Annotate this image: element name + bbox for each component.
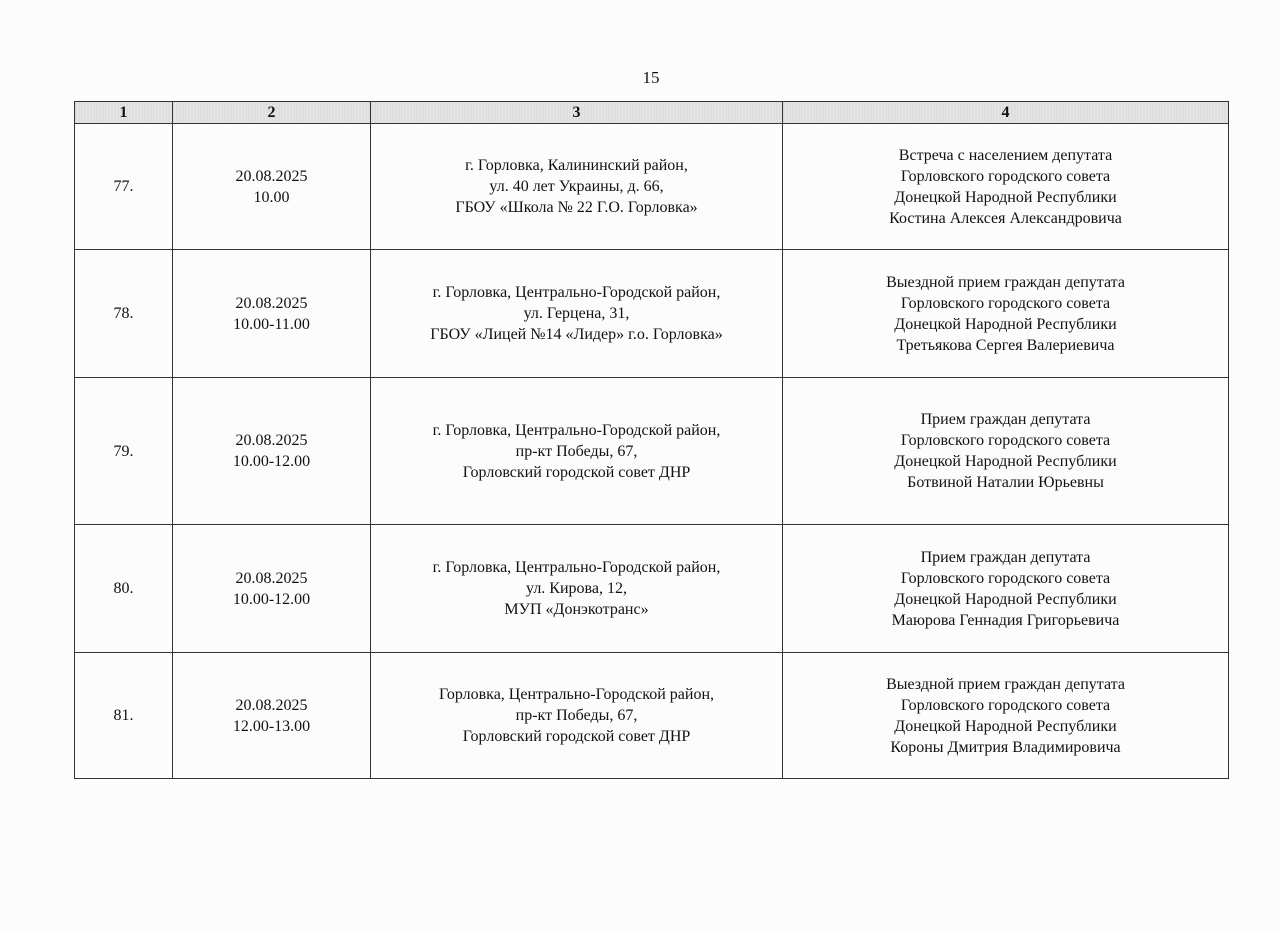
row-number: 77. <box>75 124 173 250</box>
address-cell <box>371 378 783 525</box>
table-row <box>75 124 1229 250</box>
event-line: Костина Алексея Александровича <box>889 209 1122 227</box>
event-line: Встреча с населением депутата <box>898 146 1113 164</box>
date-text: 20.08.2025 <box>235 569 308 587</box>
column-header-4: 4 <box>783 102 1229 124</box>
date-time-cell <box>173 124 371 250</box>
date-text: 20.08.2025 <box>235 294 308 312</box>
table-row <box>75 653 1229 779</box>
address-line: ул. Кирова, 12, <box>526 580 627 597</box>
event-line: Горловского городского совета <box>900 167 1111 185</box>
address-line: г. Горловка, Центрально-Городской район, <box>432 284 721 301</box>
time-text: 12.00-13.00 <box>232 717 311 735</box>
event-line: Донецкой Народной Республики <box>894 590 1117 608</box>
event-line: Горловского городского совета <box>900 696 1111 714</box>
address-cell <box>371 525 783 653</box>
event-line: Третьякова Сергея Валериевича <box>896 336 1115 354</box>
date-time-cell <box>173 250 371 378</box>
event-line: Донецкой Народной Республики <box>894 315 1117 333</box>
address-line: Горловский городской совет ДНР <box>462 463 691 481</box>
address-line: пр-кт Победы, 67, <box>515 442 638 460</box>
row-number: 78. <box>75 250 173 378</box>
page-number: 15 <box>642 68 660 87</box>
table-row <box>75 525 1229 653</box>
address-cell <box>371 653 783 779</box>
address-cell <box>371 124 783 250</box>
row-number: 79. <box>75 378 173 525</box>
event-line: Прием граждан депутата <box>920 411 1091 428</box>
date-time-cell <box>173 525 371 653</box>
address-line: г. Горловка, Калининский район, <box>465 157 688 174</box>
time-text: 10.00-12.00 <box>232 453 311 470</box>
schedule-table <box>74 101 1229 779</box>
event-cell <box>783 378 1229 525</box>
address-line: Горловский городской совет ДНР <box>462 728 691 745</box>
address-line: г. Горловка, Центрально-Городской район, <box>432 559 721 576</box>
event-line: Горловского городского совета <box>900 294 1111 312</box>
event-line: Донецкой Народной Республики <box>894 188 1117 206</box>
address-cell <box>371 250 783 378</box>
date-time-cell <box>173 378 371 525</box>
event-cell <box>783 250 1229 378</box>
date-text: 20.08.2025 <box>235 167 308 185</box>
event-cell <box>783 525 1229 653</box>
event-cell <box>783 124 1229 250</box>
address-line: пр-кт Победы, 67, <box>515 707 638 724</box>
address-line: МУП «Донэкотранс» <box>504 601 649 618</box>
row-number: 80. <box>75 525 173 653</box>
event-line: Донецкой Народной Республики <box>894 453 1117 470</box>
column-header-1: 1 <box>75 102 173 124</box>
address-line: Горловка, Центрально-Городской район, <box>439 686 714 703</box>
event-cell <box>783 653 1229 779</box>
table-header-row <box>75 102 1229 124</box>
date-text: 20.08.2025 <box>235 696 308 714</box>
column-header-3: 3 <box>371 102 783 124</box>
event-line: Ботвиной Наталии Юрьевны <box>907 474 1104 491</box>
time-text: 10.00-11.00 <box>233 315 310 333</box>
event-line: Выездной прием граждан депутата <box>886 675 1125 693</box>
address-line: ГБОУ «Лицей №14 «Лидер» г.о. Горловка» <box>430 326 723 343</box>
event-line: Маюрова Геннадия Григорьевича <box>891 611 1120 629</box>
date-text: 20.08.2025 <box>235 432 308 449</box>
row-number: 81. <box>75 653 173 779</box>
event-line: Горловского городского совета <box>900 569 1111 587</box>
table-row <box>75 250 1229 378</box>
event-line: Горловского городского совета <box>900 432 1111 449</box>
event-line: Прием граждан депутата <box>920 548 1091 566</box>
date-time-cell <box>173 653 371 779</box>
event-line: Донецкой Народной Республики <box>894 717 1117 735</box>
time-text: 10.00 <box>253 188 290 206</box>
address-line: ул. Герцена, 31, <box>523 305 630 322</box>
event-line: Выездной прием граждан депутата <box>886 273 1125 291</box>
column-header-2: 2 <box>173 102 371 124</box>
address-line: г. Горловка, Центрально-Городской район, <box>432 421 721 439</box>
table-row <box>75 378 1229 525</box>
address-line: ГБОУ «Школа № 22 Г.О. Горловка» <box>455 199 698 216</box>
event-line: Короны Дмитрия Владимировича <box>890 738 1121 756</box>
address-line: ул. 40 лет Украины, д. 66, <box>489 178 664 195</box>
time-text: 10.00-12.00 <box>232 590 311 608</box>
